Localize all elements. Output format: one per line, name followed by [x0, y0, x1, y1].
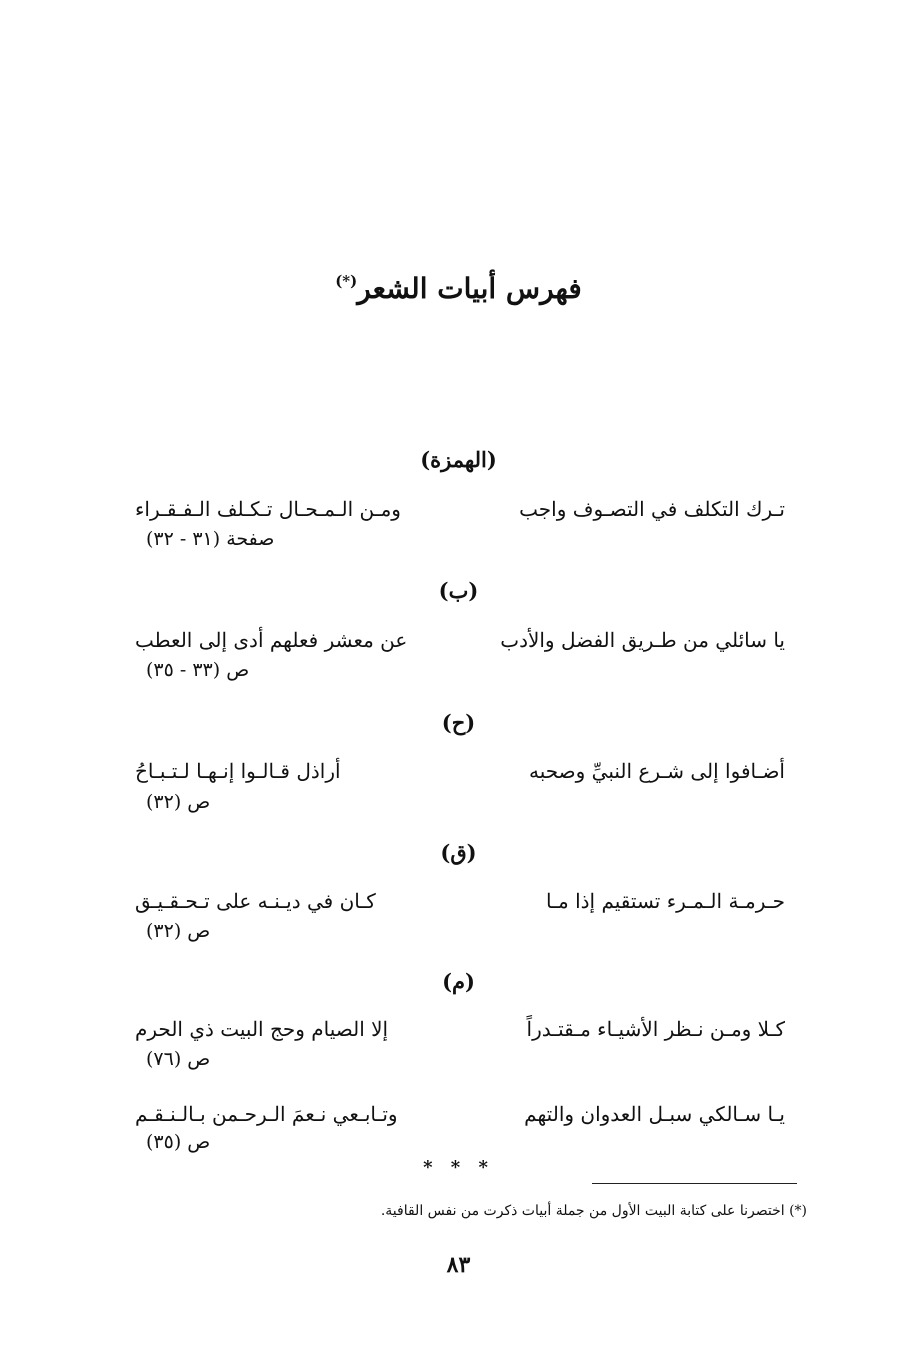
verse-second-hemistich: وتـابـعي نـعمَ الـرحـمن بـالـنـقـم	[135, 1102, 398, 1126]
verse-first-hemistich: يـا سـالكي سبـل العدوان والتهم	[524, 1102, 785, 1126]
verse-line	[135, 497, 785, 529]
footnote: (*) اختصرنا على كتابة البيت الأول من جملة أبيات ذكرت من نفس القافية.	[380, 1203, 807, 1219]
verse-second-hemistich: أراذل قـالـوا إنـهـا لـتـبـاحُ	[135, 759, 341, 783]
section-heading-mim: (م)	[442, 969, 475, 994]
verse-second-hemistich: كـان في ديـنـه على تـحـقـيـق	[135, 889, 376, 913]
page-reference: صفحة (٣١ - ٣٢)	[146, 528, 275, 550]
verse-line	[135, 889, 785, 921]
footnote-rule	[592, 1183, 797, 1184]
section-heading-qaf: (ق)	[440, 840, 477, 865]
verse-line	[135, 1102, 785, 1134]
title-text: فهرس أبيات الشعر	[357, 272, 582, 305]
page-reference: ص (٣٢)	[146, 920, 211, 942]
verse-line	[135, 628, 785, 660]
verse-first-hemistich: كـلا ومـن نـظر الأشيـاء مـقتـدراً	[526, 1017, 785, 1041]
title-footnote-mark: (*)	[335, 272, 358, 290]
section-heading-ha: (ح)	[441, 710, 476, 735]
page-reference: ص (٣٢)	[146, 791, 211, 813]
page-title	[0, 272, 917, 305]
page-number: ٨٣	[446, 1252, 471, 1278]
verse-second-hemistich: ومـن الـمـحـال تـكـلف الـفـقـراء	[135, 497, 401, 521]
section-heading-ba: (ب)	[438, 578, 479, 603]
verse-line	[135, 1017, 785, 1049]
verse-second-hemistich: عن معشر فعلهم أدى إلى العطب	[135, 628, 408, 652]
section-heading-hamza: (الهمزة)	[420, 447, 497, 472]
page-reference: ص (٣٥)	[146, 1131, 211, 1153]
verse-first-hemistich: حـرمـة الـمـرء تستقيم إذا مـا	[546, 889, 785, 913]
verse-first-hemistich: أضـافوا إلى شـرع النبيِّ وصحبه	[529, 759, 785, 783]
page-reference: ص (٧٦)	[146, 1048, 211, 1070]
page-reference: ص (٣٣ - ٣٥)	[146, 659, 250, 681]
verse-second-hemistich: إلا الصيام وحج البيت ذي الحرم	[135, 1017, 389, 1041]
verse-first-hemistich: تـرك التكلف في التصـوف واجب	[519, 497, 785, 521]
section-separator: * * *	[423, 1157, 494, 1178]
verse-first-hemistich: يا سائلي من طـريق الفضل والأدب	[500, 628, 785, 652]
verse-line	[135, 759, 785, 791]
